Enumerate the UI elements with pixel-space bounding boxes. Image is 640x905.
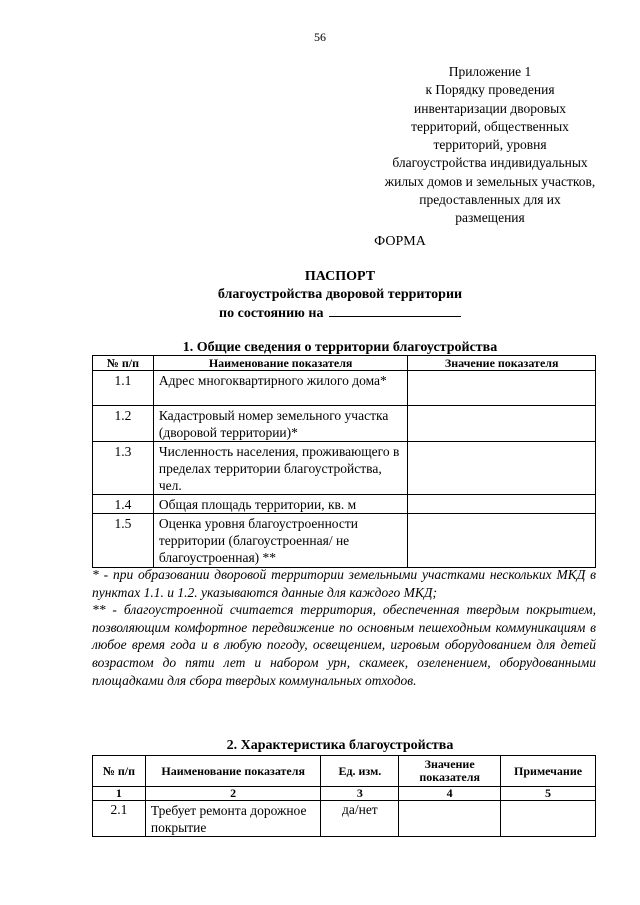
row-number: 1.1 [93,371,154,406]
header-cell: Ед. изм. [321,756,399,787]
column-number: 5 [501,787,596,801]
title-date-label: по состоянию на [219,306,324,321]
indicator-name: Адрес многоквартирного жилого дома* [153,371,408,406]
column-number: 4 [399,787,501,801]
indicator-name: Оценка уровня благоустроенности территории (благоустроенная/ не благоустроенная) ** [153,514,408,568]
appendix-reference [340,63,640,228]
indicator-name: Кадастровый номер земельного участка (дворовой территории)* [153,406,408,442]
table-row [93,371,596,406]
header-cell: Наименование показателя [145,756,321,787]
document-title [90,268,590,323]
appendix-line: к Порядку проведения [425,82,555,98]
general-info-table [92,355,596,568]
title-passport: ПАСПОРТ [304,269,376,284]
appendix-line: предоставленных для их [419,192,561,208]
appendix-line: инвентаризации дворовых [414,100,566,116]
title-date-line [90,304,590,323]
table-row [93,442,596,495]
appendix-line: благоустройства индивидуальных [392,155,588,171]
column-number-row [93,787,596,801]
unit-of-measure: да/нет [321,801,399,837]
table-row [93,514,596,568]
appendix-line: территорий, общественных [411,118,569,134]
indicator-value-cell[interactable] [408,442,596,495]
header-cell: Примечание [501,756,596,787]
header-cell: Значение показателя [399,756,501,787]
title-subject: благоустройства дворовой территории [217,287,463,302]
row-number: 1.2 [93,406,154,442]
row-number: 1.5 [93,514,154,568]
table-row [93,406,596,442]
indicator-value-cell[interactable] [408,371,596,406]
appendix-line: размещения [455,210,525,226]
page-number: 56 [314,30,326,44]
header-cell: Значение показателя [408,356,596,371]
header-cell: Наименование показателя [153,356,408,371]
row-number: 1.3 [93,442,154,495]
section1-title: 1. Общие сведения о территории благоустройства [182,340,498,355]
footnote-single-star: * - при образовании дворовой территории земельными участками нескольких МКД в пунктах 1.1. и 1.2. указываются данные для каждого МКД; [92,567,596,600]
indicator-value-cell[interactable] [408,514,596,568]
note-cell[interactable] [501,801,596,837]
appendix-line: Приложение 1 [448,64,532,79]
indicator-value-cell[interactable] [399,801,501,837]
row-number: 2.1 [93,801,146,837]
indicator-name: Численность населения, проживающего в пределах территории благоустройства, чел. [153,442,408,495]
appendix-line: территорий, уровня [433,137,547,153]
header-cell: № п/п [93,356,154,371]
indicator-name: Требует ремонта дорожное покрытие [145,801,321,837]
appendix-line: жилых домов и земельных участков, [384,173,596,189]
indicator-value-cell[interactable] [408,406,596,442]
table-row [93,801,596,837]
column-number: 1 [93,787,146,801]
indicator-value-cell[interactable] [408,495,596,514]
indicator-name: Общая площадь территории, кв. м [153,495,408,514]
column-number: 2 [145,787,321,801]
footnotes [92,566,596,689]
footnote-double-star: ** - благоустроенной считается территория, обеспеченная твердым покрытием, позволяющим комфортное передвижение по основным пешеходным коммуникациям в любое время года и в любую погоду, освещением, игровым оборудованием для детей возрастом до пяти лет и набором урн, скамеек, озеленением, оборудованными площадками для сбора твердых коммунальных отходов. [92,602,596,688]
improvement-characteristics-table [92,755,596,837]
table-header-row [93,756,596,787]
column-number: 3 [321,787,399,801]
table-row [93,495,596,514]
table-header-row [93,356,596,371]
section2-title: 2. Характеристика благоустройства [226,738,454,753]
form-label: ФОРМА [374,234,426,249]
date-blank-field[interactable] [329,304,461,317]
header-cell: № п/п [93,756,146,787]
row-number: 1.4 [93,495,154,514]
